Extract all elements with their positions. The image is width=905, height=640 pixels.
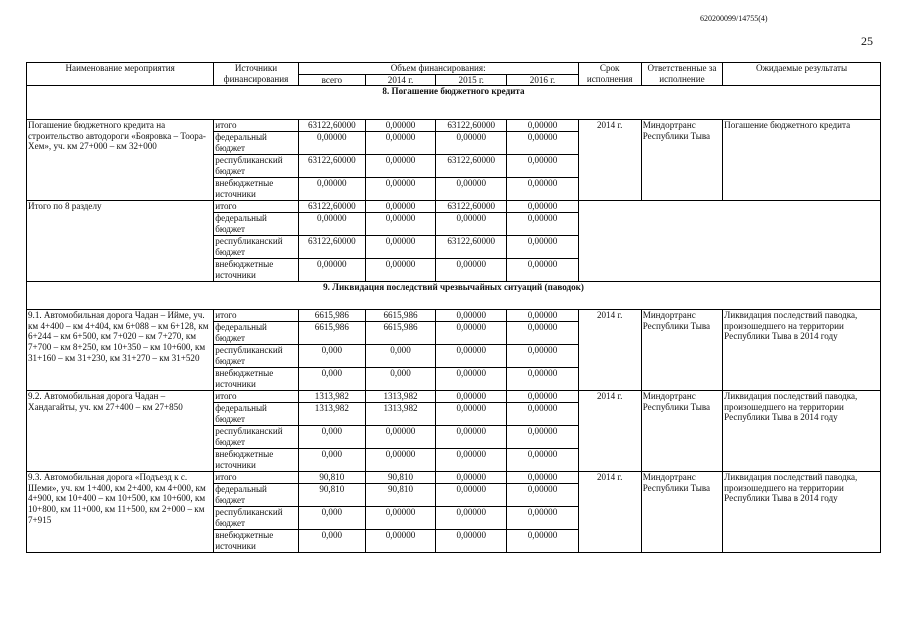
amount-cell: 0,00000	[436, 530, 507, 553]
amount-cell: 6615,986	[298, 310, 365, 322]
source-label: федеральный бюджет	[214, 213, 298, 236]
responsible-cell: Миндортранс Республики Тыва	[641, 472, 722, 553]
amount-cell: 90,810	[365, 484, 435, 507]
table-row	[27, 310, 881, 322]
amount-cell: 0,00000	[507, 310, 578, 322]
amount-cell: 0,000	[298, 507, 365, 530]
amount-cell: 63122,60000	[298, 155, 365, 178]
source-label: внебюджетные источники	[214, 368, 298, 391]
amount-cell: 90,810	[365, 472, 435, 484]
amount-cell: 0,00000	[507, 213, 578, 236]
amount-cell: 63122,60000	[436, 201, 507, 213]
amount-cell: 0,00000	[365, 507, 435, 530]
term-cell: 2014 г.	[578, 472, 641, 553]
amount-cell: 6615,986	[365, 322, 435, 345]
source-label: итого	[214, 310, 298, 322]
source-label: федеральный бюджет	[214, 484, 298, 507]
amount-cell: 0,00000	[298, 178, 365, 201]
amount-cell: 0,00000	[507, 484, 578, 507]
empty-cell	[578, 201, 880, 282]
source-label: внебюджетные источники	[214, 178, 298, 201]
amount-cell: 0,00000	[365, 178, 435, 201]
amount-cell: 1313,982	[365, 391, 435, 403]
amount-cell: 0,00000	[507, 259, 578, 282]
amount-cell: 0,00000	[436, 132, 507, 155]
amount-cell: 1313,982	[298, 403, 365, 426]
table-row	[27, 201, 881, 213]
amount-cell: 0,00000	[298, 213, 365, 236]
amount-cell: 0,00000	[436, 178, 507, 201]
header-volume: Объем финансирования:	[298, 63, 578, 75]
source-label: итого	[214, 472, 298, 484]
amount-cell: 0,00000	[436, 426, 507, 449]
responsible-cell: Миндортранс Республики Тыва	[641, 310, 722, 391]
amount-cell: 63122,60000	[298, 201, 365, 213]
table-row	[27, 120, 881, 132]
amount-cell: 0,00000	[365, 449, 435, 472]
table-row	[27, 472, 881, 484]
result-cell: Ликвидация последствий паводка, произошедшего на территории Республики Тыва в 2014 году	[723, 310, 881, 391]
amount-cell: 0,00000	[365, 213, 435, 236]
amount-cell: 0,00000	[507, 236, 578, 259]
header-2014: 2014 г.	[365, 74, 435, 86]
amount-cell: 63122,60000	[436, 120, 507, 132]
header-sources: Источники финансирования	[214, 63, 298, 86]
amount-cell: 0,00000	[507, 449, 578, 472]
section-9-row	[27, 282, 881, 310]
source-label: республиканский бюджет	[214, 507, 298, 530]
amount-cell: 0,00000	[436, 322, 507, 345]
amount-cell: 0,00000	[436, 484, 507, 507]
header-2015: 2015 г.	[436, 74, 507, 86]
amount-cell: 0,000	[298, 426, 365, 449]
amount-cell: 0,00000	[436, 472, 507, 484]
section-8-row	[27, 86, 881, 120]
financing-table	[26, 62, 881, 553]
source-label: итого	[214, 391, 298, 403]
amount-cell: 0,00000	[436, 259, 507, 282]
document-id: 620200099/14755(4)	[700, 14, 768, 23]
amount-cell: 0,000	[298, 345, 365, 368]
result-cell: Ликвидация последствий паводка, произошедшего на территории Республики Тыва в 2014 году	[723, 391, 881, 472]
source-label: республиканский бюджет	[214, 426, 298, 449]
amount-cell: 63122,60000	[436, 155, 507, 178]
amount-cell: 0,00000	[436, 507, 507, 530]
result-cell: Ликвидация последствий паводка, произошедшего на территории Республики Тыва в 2014 году	[723, 472, 881, 553]
table-body	[27, 63, 881, 553]
measure-name: 9.3. Автомобильная дорога «Подъезд к с. Шеми», уч. км 1+400, км 2+400, км 4+000, км 4+900, км 10+400 – км 10+500, км 10+600, км 10+800, км 11+000, км 11+500, км 2+000 – км 7+915	[27, 472, 214, 553]
header-name: Наименование мероприятия	[27, 63, 214, 86]
source-label: федеральный бюджет	[214, 132, 298, 155]
amount-cell: 0,00000	[436, 368, 507, 391]
amount-cell: 0,00000	[507, 155, 578, 178]
amount-cell: 0,00000	[507, 345, 578, 368]
amount-cell: 0,00000	[507, 322, 578, 345]
measure-name: Итого по 8 разделу	[27, 201, 214, 282]
amount-cell: 90,810	[298, 484, 365, 507]
amount-cell: 1313,982	[365, 403, 435, 426]
amount-cell: 0,000	[298, 449, 365, 472]
amount-cell: 0,00000	[365, 155, 435, 178]
amount-cell: 63122,60000	[298, 120, 365, 132]
amount-cell: 6615,986	[298, 322, 365, 345]
source-label: внебюджетные источники	[214, 449, 298, 472]
amount-cell: 0,00000	[507, 178, 578, 201]
source-label: федеральный бюджет	[214, 322, 298, 345]
amount-cell: 0,00000	[298, 132, 365, 155]
amount-cell: 0,00000	[365, 132, 435, 155]
source-label: внебюджетные источники	[214, 530, 298, 553]
amount-cell: 0,00000	[365, 530, 435, 553]
amount-cell: 0,000	[365, 345, 435, 368]
amount-cell: 0,00000	[507, 368, 578, 391]
measure-name: 9.2. Автомобильная дорога Чадан – Хандагайты, уч. км 27+400 – км 27+850	[27, 391, 214, 472]
amount-cell: 0,000	[298, 530, 365, 553]
amount-cell: 63122,60000	[298, 236, 365, 259]
amount-cell: 0,000	[298, 368, 365, 391]
amount-cell: 0,00000	[365, 259, 435, 282]
header-responsible: Ответственные за исполнение	[641, 63, 722, 86]
amount-cell: 90,810	[298, 472, 365, 484]
header-term: Срок исполнения	[578, 63, 641, 86]
header-row	[27, 63, 881, 75]
amount-cell: 0,00000	[365, 236, 435, 259]
source-label: внебюджетные источники	[214, 259, 298, 282]
term-cell: 2014 г.	[578, 120, 641, 201]
amount-cell: 0,00000	[436, 391, 507, 403]
source-label: федеральный бюджет	[214, 403, 298, 426]
amount-cell: 0,00000	[507, 120, 578, 132]
section-title: 8. Погашение бюджетного кредита	[27, 86, 881, 120]
amount-cell: 0,00000	[507, 507, 578, 530]
result-cell: Погашение бюджетного кредита	[723, 120, 881, 201]
page-number: 25	[861, 34, 873, 48]
amount-cell: 0,00000	[436, 403, 507, 426]
source-label: республиканский бюджет	[214, 155, 298, 178]
source-label: итого	[214, 201, 298, 213]
amount-cell: 0,00000	[436, 310, 507, 322]
amount-cell: 0,00000	[365, 120, 435, 132]
amount-cell: 0,00000	[507, 132, 578, 155]
term-cell: 2014 г.	[578, 310, 641, 391]
section-title: 9. Ликвидация последствий чрезвычайных ситуаций (паводок)	[27, 282, 881, 310]
amount-cell: 0,00000	[365, 201, 435, 213]
measure-name: Погашение бюджетного кредита на строительство автодороги «Бояровка – Тоора-Хем», уч. км 27+000 – км 32+000	[27, 120, 214, 201]
amount-cell: 0,00000	[507, 530, 578, 553]
amount-cell: 0,00000	[298, 259, 365, 282]
amount-cell: 0,00000	[436, 213, 507, 236]
amount-cell: 0,00000	[436, 449, 507, 472]
table-row	[27, 391, 881, 403]
amount-cell: 0,00000	[507, 472, 578, 484]
header-results: Ожидаемые результаты	[723, 63, 881, 86]
source-label: республиканский бюджет	[214, 236, 298, 259]
amount-cell: 1313,982	[298, 391, 365, 403]
amount-cell: 0,00000	[436, 345, 507, 368]
amount-cell: 0,00000	[507, 201, 578, 213]
amount-cell: 0,000	[365, 368, 435, 391]
header-total: всего	[298, 74, 365, 86]
header-2016: 2016 г.	[507, 74, 578, 86]
source-label: республиканский бюджет	[214, 345, 298, 368]
amount-cell: 0,00000	[507, 426, 578, 449]
amount-cell: 6615,986	[365, 310, 435, 322]
amount-cell: 0,00000	[365, 426, 435, 449]
amount-cell: 0,00000	[507, 391, 578, 403]
measure-name: 9.1. Автомобильная дорога Чадан – Ийме, уч. км 4+400 – км 4+404, км 6+088 – км 6+128, км 6+244 – км 6+500, км 7+020 – км 7+270, км 7+700 – км 8+250, км 10+350 – км 10+600, км 31+160 – км 31+230, км 31+270 – км 31+520	[27, 310, 214, 391]
responsible-cell: Миндортранс Республики Тыва	[641, 391, 722, 472]
amount-cell: 63122,60000	[436, 236, 507, 259]
source-label: итого	[214, 120, 298, 132]
amount-cell: 0,00000	[507, 403, 578, 426]
responsible-cell: Миндортранс Республики Тыва	[641, 120, 722, 201]
term-cell: 2014 г.	[578, 391, 641, 472]
